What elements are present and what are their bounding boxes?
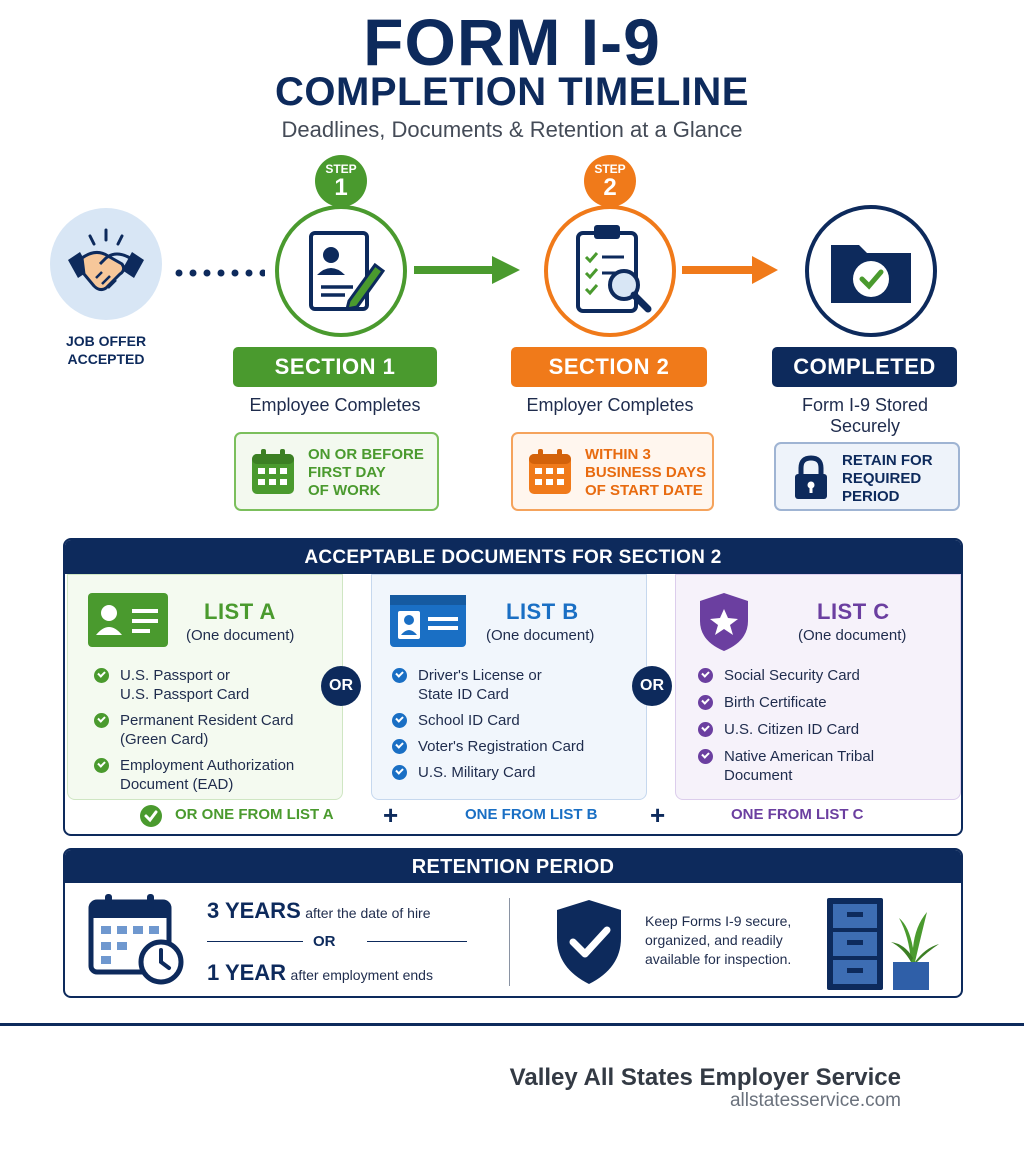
list-c-title: LIST C	[817, 599, 890, 624]
arrow-right-icon	[682, 254, 780, 291]
retain-line2: REQUIRED	[842, 470, 922, 487]
or-badge: OR	[632, 666, 672, 706]
section1-deadline-line1: ON OR BEFORE	[308, 446, 424, 463]
combo-list-c: ONE FROM LIST C	[731, 806, 864, 823]
list-item: Voter's Registration Card	[392, 737, 584, 756]
footer-company: Valley All States Employer Service	[509, 1064, 901, 1091]
list-a-column	[67, 574, 343, 800]
green-id-card-icon	[88, 593, 168, 647]
start-label-line2: ACCEPTED	[67, 351, 145, 367]
footer-website: allstatesservice.com	[729, 1090, 901, 1111]
section2-deadline-line1: WITHIN 3	[585, 446, 651, 463]
id-card-pencil-icon	[275, 205, 407, 337]
page-title: FORM I-9	[363, 5, 661, 79]
section2-deadline	[511, 432, 714, 511]
page-subtitle: COMPLETION TIMELINE	[275, 70, 749, 114]
retention-panel	[63, 848, 963, 998]
documents-panel	[63, 538, 963, 836]
retain-line1: RETAIN FOR	[842, 452, 933, 469]
lock-icon	[792, 455, 830, 501]
completed-caption-line1: Form I-9 Stored	[801, 395, 929, 415]
retention-or-divider	[207, 933, 467, 949]
list-c-subtitle: (One document)	[798, 627, 907, 644]
list-item: Driver's License or State ID Card	[392, 666, 584, 704]
check-circle-icon	[140, 805, 162, 832]
completed-caption-line2: Securely	[829, 416, 901, 436]
retain-line3: PERIOD	[842, 488, 900, 505]
arrow-right-icon	[414, 254, 522, 291]
list-item: Permanent Resident Card (Green Card)	[94, 711, 294, 749]
start-label	[50, 332, 162, 368]
retention-option2-detail: after employment ends	[290, 967, 433, 983]
filing-cabinet-icon	[823, 896, 943, 994]
retention-or-label: OR	[313, 933, 336, 950]
calendar-icon	[527, 448, 573, 496]
retention-heading: RETENTION PERIOD	[65, 850, 961, 883]
list-b-column	[371, 574, 647, 800]
calendar-icon	[250, 448, 296, 496]
retention-option2-value: 1 YEAR	[207, 960, 287, 985]
blue-id-card-icon	[390, 595, 466, 647]
footer-divider	[0, 1023, 1024, 1026]
list-b-items	[392, 666, 584, 789]
retain-text	[842, 452, 933, 506]
retention-option1	[207, 898, 431, 924]
list-item: U.S. Passport or U.S. Passport Card	[94, 666, 294, 704]
handshake-icon	[50, 208, 162, 320]
retention-option2	[207, 960, 433, 986]
retention-option1-detail: after the date of hire	[305, 905, 431, 921]
section1-caption: Employee Completes	[249, 395, 421, 415]
section1-deadline-line2: FIRST DAY	[308, 464, 386, 481]
section2-deadline-text	[585, 446, 706, 500]
list-a-subtitle: (One document)	[186, 627, 295, 644]
shield-star-icon	[696, 591, 752, 653]
completed-caption	[760, 395, 970, 437]
combo-list-b: ONE FROM LIST B	[465, 806, 598, 823]
section1-deadline-text	[308, 446, 424, 500]
list-item: Native American Tribal Document	[698, 747, 874, 785]
retention-note-line3: available for inspection.	[645, 951, 792, 967]
retention-note-line2: organized, and readily	[645, 932, 783, 948]
list-c-items	[698, 666, 874, 792]
list-c-column	[675, 574, 961, 800]
retention-divider	[509, 898, 510, 986]
plus-sign: +	[383, 800, 399, 830]
folder-check-icon	[805, 205, 937, 337]
section2-deadline-line3: OF START DATE	[585, 482, 703, 499]
list-item: Birth Certificate	[698, 693, 874, 712]
section2-pill: SECTION 2	[511, 347, 707, 387]
retention-note	[645, 912, 791, 969]
list-item: School ID Card	[392, 711, 584, 730]
or-badge: OR	[321, 666, 361, 706]
list-b-title: LIST B	[506, 599, 579, 624]
documents-heading: ACCEPTABLE DOCUMENTS FOR SECTION 2	[65, 540, 961, 574]
combo-list-a: OR ONE FROM LIST A	[175, 806, 334, 823]
completed-pill: COMPLETED	[772, 347, 957, 387]
list-item: Social Security Card	[698, 666, 874, 685]
list-item: Employment Authorization Document (EAD)	[94, 756, 294, 794]
list-a-items	[94, 666, 294, 801]
step2-badge-word: STEP	[594, 162, 626, 176]
page-tagline: Deadlines, Documents & Retention at a Glance	[281, 117, 743, 142]
section1-deadline-line3: OF WORK	[308, 482, 381, 499]
shield-check-icon	[553, 898, 625, 986]
clipboard-magnifier-icon	[544, 205, 676, 337]
step1-badge-word: STEP	[325, 162, 357, 176]
retention-note-line1: Keep Forms I-9 secure,	[645, 913, 792, 929]
plus-sign: +	[650, 800, 666, 830]
section2-deadline-line2: BUSINESS DAYS	[585, 464, 707, 481]
list-a-title: LIST A	[204, 599, 276, 624]
section2-caption: Employer Completes	[526, 395, 694, 415]
retention-option1-value: 3 YEARS	[207, 898, 301, 923]
list-item: U.S. Military Card	[392, 763, 584, 782]
dotted-connector	[175, 265, 265, 275]
retain-box	[774, 442, 960, 511]
calendar-clock-icon	[87, 892, 187, 988]
list-b-subtitle: (One document)	[486, 627, 595, 644]
start-label-line1: JOB OFFER	[65, 333, 147, 349]
list-item: U.S. Citizen ID Card	[698, 720, 874, 739]
step2-badge	[584, 155, 636, 207]
step1-badge-number: 1	[334, 174, 348, 201]
section1-deadline	[234, 432, 439, 511]
step2-badge-number: 2	[603, 174, 617, 201]
step1-badge	[315, 155, 367, 207]
section1-pill: SECTION 1	[233, 347, 437, 387]
